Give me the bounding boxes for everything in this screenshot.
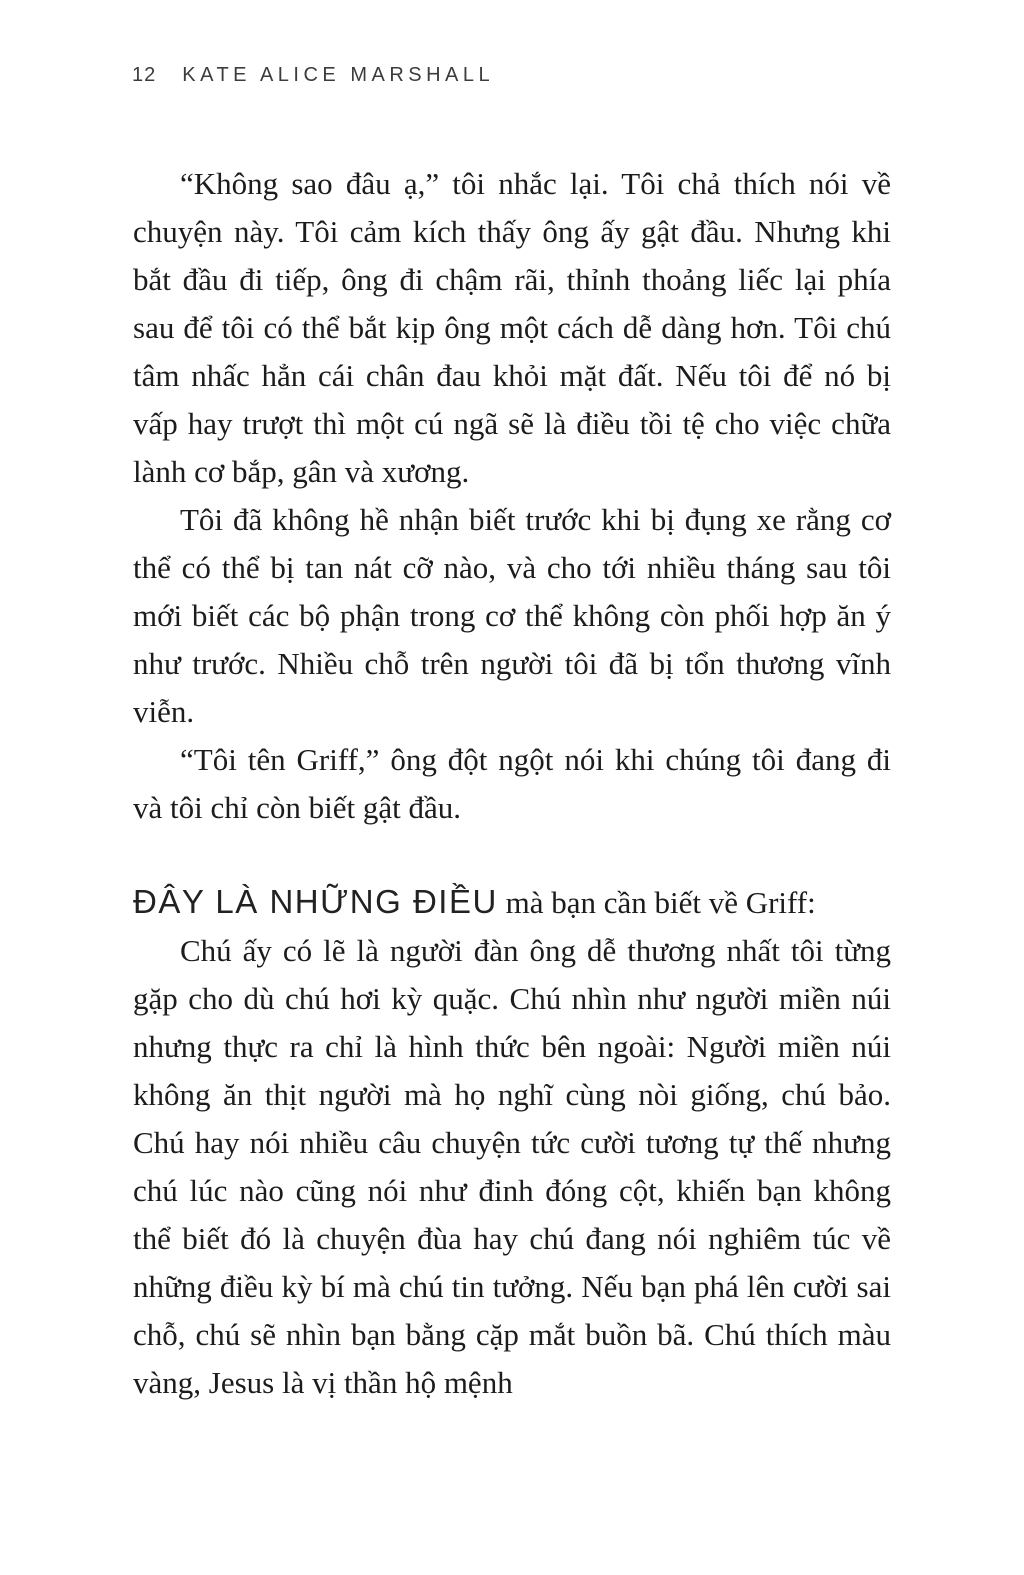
section-lead-text: ĐÂY LÀ NHỮNG ĐIỀU xyxy=(133,883,498,920)
paragraph-4: Chú ấy có lẽ là người đàn ông dễ thương nhất tôi từng gặp cho dù chú hơi kỳ quặc. Chú nhìn như người miền núi nhưng thực ra chỉ là hình thức bên ngoài: Người miền núi không ăn thịt người mà họ nghĩ cùng nòi giống, chú bảo. Chú hay nói nhiều câu chuyện tức cười tương tự thế nhưng chú lúc nào cũng nói như đinh đóng cột, khiến bạn không thể biết đó là chuyện đùa hay chú đang nói nghiêm túc về những điều kỳ bí mà chú tin tưởng. Nếu bạn phá lên cười sai chỗ, chú sẽ nhìn bạn bằng cặp mắt buồn bã. Chú thích màu vàng, Jesus là vị thần hộ mệnh xyxy=(133,933,891,1400)
paragraph-3: “Tôi tên Griff,” ông đột ngột nói khi chúng tôi đang đi và tôi chỉ còn biết gật đầu. xyxy=(133,742,891,825)
paragraph-2: Tôi đã không hề nhận biết trước khi bị đụng xe rằng cơ thể có thể bị tan nát cỡ nào, và cho tới nhiều tháng sau tôi mới biết các bộ phận trong cơ thể không còn phối hợp ăn ý như trước. Nhiều chỗ trên người tôi đã bị tổn thương vĩnh viễn. xyxy=(133,502,891,729)
page-number: 12 xyxy=(132,64,157,86)
running-header xyxy=(132,64,494,87)
author-name: KATE ALICE MARSHALL xyxy=(182,64,495,86)
paragraph-1: “Không sao đâu ạ,” tôi nhắc lại. Tôi chả thích nói về chuyện này. Tôi cảm kích thấy ông ấy gật đầu. Nhưng khi bắt đầu đi tiếp, ông đi chậm rãi, thỉnh thoảng liếc lại phía sau để tôi có thể bắt kịp ông một cách dễ dàng hơn. Tôi chú tâm nhấc hẳn cái chân đau khỏi mặt đất. Nếu tôi để nó bị vấp hay trượt thì một cú ngã sẽ là điều tồi tệ cho việc chữa lành cơ bắp, gân và xương. xyxy=(133,166,891,489)
page-body xyxy=(133,160,891,1407)
section-lead-continuation: mà bạn cần biết về Griff: xyxy=(497,885,816,920)
section-opening-line xyxy=(133,878,891,927)
